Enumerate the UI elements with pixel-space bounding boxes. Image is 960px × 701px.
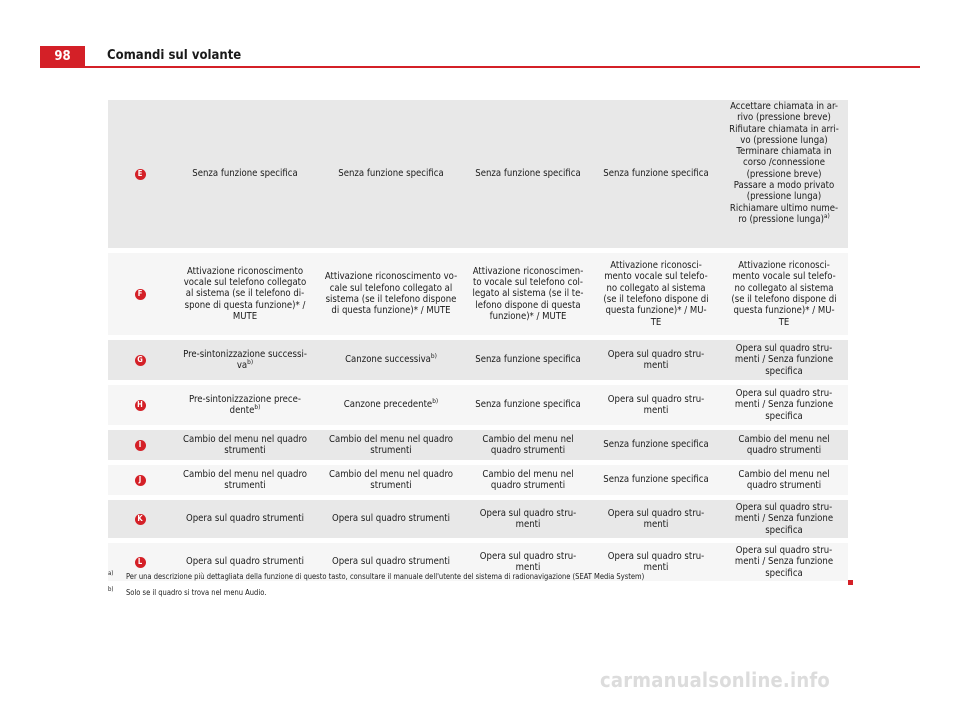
table-cell: Opera sul quadro stru- menti / Senza funzione specifica: [720, 543, 848, 586]
table-cell: Pre-sintonizzazione successi- $va^{b)}$: [172, 340, 318, 385]
table-cell: Senza funzione specifica: [464, 100, 592, 253]
row-key-cell: [108, 340, 172, 385]
row-key-cell: [108, 253, 172, 340]
table-row: [108, 430, 848, 465]
table-cell: Attivazione riconoscimen- to vocale sul telefono col- legato al sistema (se il te- lefono dispone di questa funzione)* / MUTE: [464, 253, 592, 340]
key-badge-icon: G: [135, 355, 146, 366]
table-row: [108, 340, 848, 385]
table-cell: Opera sul quadro stru- menti: [464, 543, 592, 586]
table-cell: Attivazione riconosci- mento vocale sul telefo- no collegato al sistema (se il telefono dispone di questa funzione)* / MU- TE: [592, 253, 720, 340]
table-cell: Senza funzione specifica: [592, 430, 720, 465]
table-cell: Opera sul quadro stru- menti: [592, 385, 720, 430]
footnote-ref: b): [432, 397, 439, 406]
key-badge-icon: K: [135, 514, 146, 525]
table-cell: Cambio del menu nel quadro strumenti: [318, 430, 464, 465]
table-cell: Canzone successiva$^{b)}$: [318, 340, 464, 385]
table-cell: Cambio del menu nel quadro strumenti: [318, 465, 464, 500]
table-row: [108, 500, 848, 543]
table-cell: Senza funzione specifica: [592, 100, 720, 253]
footnote-ref: a): [823, 211, 830, 220]
table-row: [108, 253, 848, 340]
table-cell: Opera sul quadro stru- menti / Senza funzione specifica: [720, 500, 848, 543]
table-cell: Attivazione riconoscimento vocale sul telefono collegato al sistema (se il telefono di- spone di questa funzione)* / MUTE: [172, 253, 318, 340]
section-end-mark: [848, 580, 853, 585]
key-badge-icon: E: [135, 169, 146, 180]
footnotes: [108, 572, 868, 604]
table-cell: Pre-sintonizzazione prece- dente$^{b)}$: [172, 385, 318, 430]
table-cell: Canzone precedente$^{b)}$: [318, 385, 464, 430]
footnote-ref: b): [247, 357, 254, 366]
table-cell: Senza funzione specifica: [318, 100, 464, 253]
footnote-ref: b): [430, 352, 437, 361]
page-number: 98: [40, 46, 85, 67]
table-cell: Opera sul quadro stru- menti / Senza funzione specifica: [720, 340, 848, 385]
chapter-title: Comandi sul volante: [107, 48, 242, 63]
table-cell: Opera sul quadro strumenti: [318, 543, 464, 586]
table-cell: Opera sul quadro strumenti: [172, 500, 318, 543]
table-cell: Opera sul quadro stru- menti: [592, 543, 720, 586]
table-cell: Opera sul quadro stru- menti: [592, 500, 720, 543]
table-cell: Attivazione riconosci- mento vocale sul telefo- no collegato al sistema (se il telefono dispone di questa funzione)* / MU- TE: [720, 253, 848, 340]
table-cell: Opera sul quadro stru- menti / Senza funzione specifica: [720, 385, 848, 430]
table-cell: Senza funzione specifica: [464, 385, 592, 430]
table-cell: Cambio del menu nel quadro strumenti: [172, 430, 318, 465]
table-cell: Cambio del menu nel quadro strumenti: [720, 465, 848, 500]
row-key-cell: [108, 430, 172, 465]
table-row: [108, 100, 848, 253]
table-cell: Opera sul quadro strumenti: [318, 500, 464, 543]
table-cell: Cambio del menu nel quadro strumenti: [464, 465, 592, 500]
key-badge-icon: L: [135, 557, 146, 568]
table-cell: Cambio del menu nel quadro strumenti: [720, 430, 848, 465]
table-cell: Opera sul quadro strumenti: [172, 543, 318, 586]
table-cell: Opera sul quadro stru- menti: [464, 500, 592, 543]
table-cell: Senza funzione specifica: [172, 100, 318, 253]
key-badge-icon: I: [135, 440, 146, 451]
header-rule: [40, 66, 920, 68]
table-cell: Accettare chiamata in ar- rivo (pressione breve) Rifiutare chiamata in arri- vo (pressione lunga) Terminare chiamata in corso /connessione (pressione breve) Passare a modo privato (pressione lunga) Richiamare ultimo nume- ro (pressione lunga)$^{a)}$: [720, 100, 848, 253]
footnote-a: a) Per una descrizione più dettagliata della funzione di questo tasto, consultare il manuale dell'utente del sistema di radionavigazione (SEAT Media System): [108, 570, 645, 581]
row-key-cell: [108, 100, 172, 253]
table-row: [108, 385, 848, 430]
watermark: carmanualsonline.info: [600, 668, 830, 692]
table-cell: Senza funzione specifica: [464, 340, 592, 385]
footnote-b: b) Solo se il quadro si trova nel menu Audio.: [108, 586, 267, 597]
footnote-ref: b): [254, 402, 261, 411]
table-row: [108, 465, 848, 500]
row-key-cell: [108, 465, 172, 500]
table-cell: Opera sul quadro stru- menti: [592, 340, 720, 385]
row-key-cell: [108, 500, 172, 543]
table-cell: Cambio del menu nel quadro strumenti: [464, 430, 592, 465]
row-key-cell: [108, 385, 172, 430]
table-cell: Attivazione riconoscimento vo- cale sul telefono collegato al sistema (se il telefono dispone di questa funzione)* / MUTE: [318, 253, 464, 340]
table-cell: Senza funzione specifica: [592, 465, 720, 500]
key-badge-icon: F: [135, 289, 146, 300]
controls-table: [108, 100, 848, 586]
key-badge-icon: J: [135, 475, 146, 486]
key-badge-icon: H: [135, 400, 146, 411]
table-cell: Cambio del menu nel quadro strumenti: [172, 465, 318, 500]
